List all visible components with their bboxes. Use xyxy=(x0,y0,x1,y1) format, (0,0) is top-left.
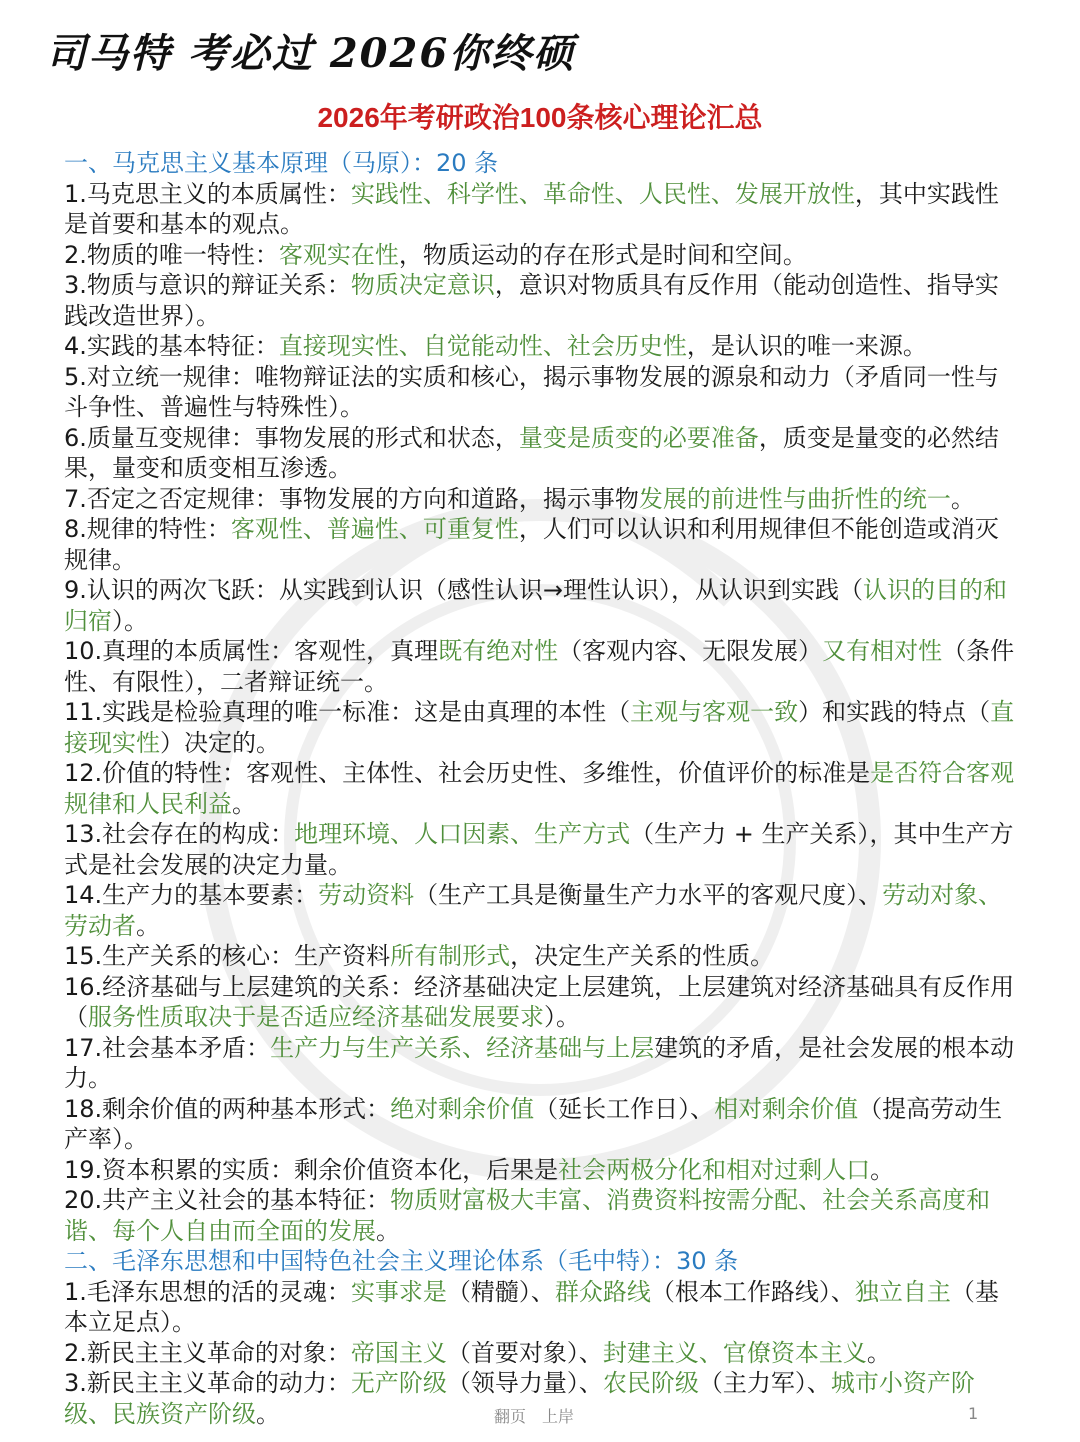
list-item xyxy=(64,484,1016,515)
item-text: 18.剩余价值的两种基本形式： xyxy=(64,1094,391,1123)
highlight-text: 农民阶级 xyxy=(602,1369,699,1397)
item-text: 14.生产力的基本要素： xyxy=(64,881,319,909)
item-text: 20.共产主义社会的基本特征： xyxy=(64,1186,391,1214)
highlight-text: 直接现实性 xyxy=(64,698,1015,757)
item-text: （提高劳动生产率）。 xyxy=(64,1094,1003,1153)
highlight-text: 相对剩余价值 xyxy=(714,1094,859,1123)
list-item xyxy=(64,270,1016,331)
highlight-text: 帝国主义 xyxy=(350,1338,447,1367)
highlight-text: 地理环境、人口因素、生产方式 xyxy=(294,820,631,848)
item-text: 3.物质与意识的辩证关系： xyxy=(64,271,351,299)
highlight-text: 社会两极分化和相对过剩人口 xyxy=(558,1155,871,1184)
item-text: 2.新民主主义革命的对象： xyxy=(64,1338,351,1367)
item-text: 。 xyxy=(256,1399,280,1428)
item-text: ，决定生产关系的性质。 xyxy=(510,942,775,970)
list-item xyxy=(64,1185,1016,1246)
item-text: （精髓）、 xyxy=(446,1277,555,1306)
highlight-text: 实践性、科学性、革命性、人民性、发展开放性 xyxy=(350,179,855,208)
highlight-text: 实事求是 xyxy=(350,1277,447,1306)
item-text: （客观内容、无限发展） xyxy=(558,637,823,665)
item-text: （基本立足点）。 xyxy=(64,1277,999,1336)
document-title: 2026年考研政治100条核心理论汇总 xyxy=(317,102,763,133)
list-item xyxy=(64,697,1016,758)
list-item xyxy=(64,758,1016,819)
highlight-text: 直接现实性、自觉能动性、社会历史性 xyxy=(278,332,687,360)
item-text: ，人们可以认识和利用规律但不能创造或消灭规律。 xyxy=(64,515,999,574)
item-text: ）决定的。 xyxy=(160,728,280,757)
document-body xyxy=(64,148,1016,1429)
list-item xyxy=(64,1033,1016,1094)
item-text: 。 xyxy=(232,789,256,818)
item-text: 10.真理的本质属性：客观性，真理 xyxy=(64,637,439,665)
item-text: ，质变是量变的必然结果，量变和质变相互渗透。 xyxy=(64,423,999,482)
item-text: 5.对立统一规律：唯物辩证法的实质和核心，揭示事物发展的源泉和动力（矛盾同一性与斗争性、普遍性与特殊性）。 xyxy=(64,362,999,421)
item-text: ，意识对物质具有反作用（能动创造性、指导实践改造世界）。 xyxy=(64,271,999,330)
highlight-text: 又有相对性 xyxy=(822,637,943,665)
item-text: 6.质量互变规律：事物发展的形式和状态， xyxy=(64,423,519,452)
highlight-text: 绝对剩余价值 xyxy=(390,1094,535,1123)
highlight-text: 是否符合客观规律和人民利益 xyxy=(64,759,1015,818)
page-number: 1 xyxy=(968,1404,979,1423)
item-text: ）。 xyxy=(112,606,148,635)
item-text: ）。 xyxy=(544,1003,580,1031)
list-item xyxy=(64,423,1016,484)
list-item xyxy=(64,514,1016,575)
highlight-text: 物质决定意识 xyxy=(350,271,495,299)
item-text: （领导力量）、 xyxy=(446,1369,603,1397)
item-text: （生产工具是衡量生产力水平的客观尺度）、 xyxy=(414,881,883,909)
item-text: 13.社会存在的构成： xyxy=(64,820,295,848)
item-text: ）和实践的特点（ xyxy=(798,698,991,726)
list-item xyxy=(64,1338,1016,1369)
item-text: 17.社会基本矛盾： xyxy=(64,1033,271,1062)
highlight-text: 发展的前进性与曲折性的统一 xyxy=(638,484,951,513)
item-text: 1.毛泽东思想的活的灵魂： xyxy=(64,1277,351,1306)
item-text: 9.认识的两次飞跃：从实践到认识（感性认识→理性认识），从认识到实践（ xyxy=(64,576,864,604)
highlight-text: 物质财富极大丰富、消费资料按需分配、社会关系高度和谐、每个人自由而全面的发展 xyxy=(64,1186,991,1245)
highlight-text: 群众路线 xyxy=(554,1277,651,1306)
item-text: 3.新民主主义革命的动力： xyxy=(64,1369,351,1397)
item-text: 8.规律的特性： xyxy=(64,515,231,543)
item-text: 。 xyxy=(376,1216,400,1245)
highlight-text: 客观实在性 xyxy=(278,240,399,269)
list-item xyxy=(64,575,1016,636)
item-text: 4.实践的基本特征： xyxy=(64,332,279,360)
highlight-text: 服务性质取决于是否适应经济基础发展要求 xyxy=(88,1003,544,1031)
list-item xyxy=(64,941,1016,972)
list-item xyxy=(64,1094,1016,1155)
list-item xyxy=(64,819,1016,880)
item-text: 16.经济基础与上层建筑的关系：经济基础决定上层建筑，上层建筑对经济基础具有反作用（ xyxy=(64,972,1015,1031)
item-text: 12.价值的特性：客观性、主体性、社会历史性、多维性，价值评价的标准是 xyxy=(64,759,871,787)
item-text: 7.否定之否定规律：事物发展的方向和道路，揭示事物 xyxy=(64,484,639,513)
list-item xyxy=(64,972,1016,1033)
item-text: （首要对象）、 xyxy=(446,1338,603,1367)
item-text: ，物质运动的存在形式是时间和空间。 xyxy=(398,240,807,269)
item-text: 。 xyxy=(870,1155,895,1184)
list-item xyxy=(64,362,1016,423)
item-text: （主力军）、 xyxy=(698,1369,831,1397)
section-heading: 二、毛泽东思想和中国特色社会主义理论体系（毛中特）：30 条 xyxy=(64,1247,739,1275)
list-item xyxy=(64,1277,1016,1338)
highlight-text: 生产力与生产关系、经济基础与上层 xyxy=(270,1033,655,1062)
item-text: 15.生产关系的核心：生产资料 xyxy=(64,942,391,970)
highlight-text: 客观性、普遍性、可重复性 xyxy=(230,515,519,543)
item-text: ，是认识的唯一来源。 xyxy=(686,332,927,360)
item-text: （条件性、有限性），二者辩证统一。 xyxy=(64,637,1015,696)
highlight-text: 无产阶级 xyxy=(350,1369,447,1397)
item-text: 建筑的矛盾，是社会发展的根本动力。 xyxy=(64,1033,1015,1092)
list-item xyxy=(64,179,1016,240)
highlight-text: 认识的目的和归宿 xyxy=(64,576,1008,635)
item-text: ，其中实践性是首要和基本的观点。 xyxy=(64,179,999,238)
highlight-text: 劳动对象、劳动者 xyxy=(64,881,1003,940)
item-text: 。 xyxy=(866,1338,891,1367)
item-text: 。 xyxy=(950,484,975,513)
list-item xyxy=(64,1155,1016,1186)
brand-slogan: 司马特 考必过 2026你终硕 xyxy=(46,30,576,77)
highlight-text: 量变是质变的必要准备 xyxy=(518,423,759,452)
item-text: 。 xyxy=(136,911,160,940)
list-item xyxy=(64,240,1016,271)
item-text: 11.实践是检验真理的唯一标准：这是由真理的本性（ xyxy=(64,698,631,726)
list-item xyxy=(64,636,1016,697)
highlight-text: 封建主义、官僚资本主义 xyxy=(602,1338,867,1367)
section-heading: 一、马克思主义基本原理（马原）：20 条 xyxy=(64,149,499,177)
item-text: 1.马克思主义的本质属性： xyxy=(64,179,351,208)
page-nav-hint[interactable]: 翻页 上岸 xyxy=(494,1407,575,1426)
item-text: 19.资本积累的实质：剩余价值资本化，后果是 xyxy=(64,1155,559,1184)
highlight-text: 所有制形式 xyxy=(390,942,511,970)
item-text: （根本工作路线）、 xyxy=(650,1277,855,1306)
highlight-text: 既有绝对性 xyxy=(438,637,559,665)
highlight-text: 城市小资产阶级、民族资产阶级 xyxy=(64,1369,975,1428)
item-text: （延长工作日）、 xyxy=(534,1094,715,1123)
item-text: 2.物质的唯一特性： xyxy=(64,240,279,269)
highlight-text: 劳动资料 xyxy=(318,881,415,909)
item-text: （生产力 + 生产关系），其中生产方式是社会发展的决定力量。 xyxy=(64,820,1014,879)
highlight-text: 独立自主 xyxy=(854,1277,951,1306)
footer xyxy=(0,1404,1080,1428)
list-item xyxy=(64,331,1016,362)
list-item xyxy=(64,880,1016,941)
highlight-text: 主观与客观一致 xyxy=(630,698,799,726)
